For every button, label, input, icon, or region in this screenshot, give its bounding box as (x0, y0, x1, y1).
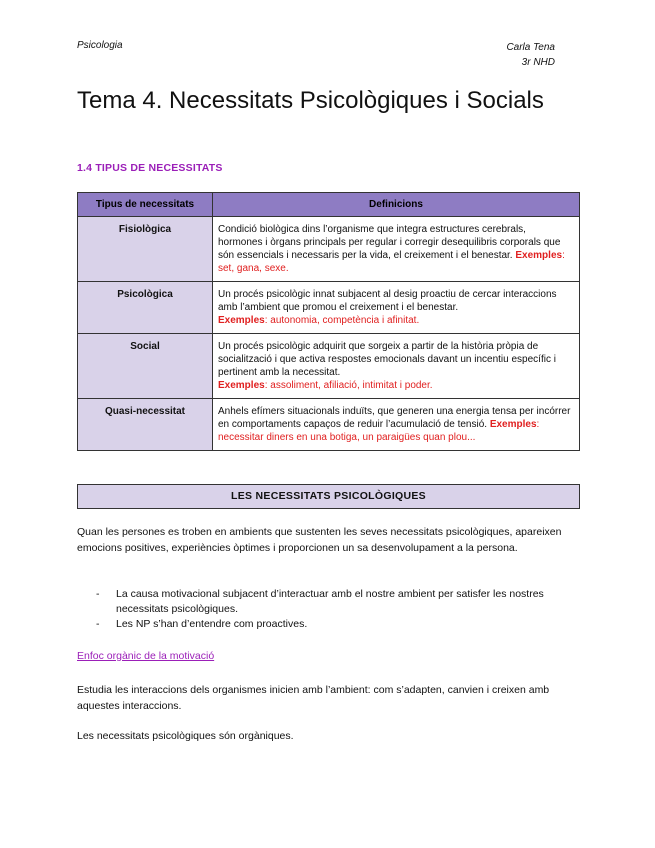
need-definition (213, 217, 580, 282)
examples-text: : assoliment, afiliació, intimitat i poder. (264, 380, 433, 391)
need-definition (213, 334, 580, 399)
definition-text: Anhels efímers situacionals induïts, que generen una energia tensa per incórrer en comportaments capaços de reduir l’acumulació de tensió. (218, 406, 571, 430)
need-type: Psicològica (78, 282, 213, 334)
table-row (78, 217, 580, 282)
table-row (78, 399, 580, 451)
examples-text: : autonomia, competència i afinitat. (264, 315, 420, 326)
paragraph-organic: Les necessitats psicològiques són orgàniques. (77, 730, 294, 742)
need-type: Fisiològica (78, 217, 213, 282)
column-header-definition: Definicions (213, 193, 580, 217)
need-definition (213, 399, 580, 451)
examples-text: : set, gana, sexe. (218, 250, 565, 274)
table-row (78, 282, 580, 334)
examples-label: Exemples (515, 250, 563, 261)
list-item-text: La causa motivacional subjacent d’interactuar amb el nostre ambient per satisfer les nostres necessitats psicològiques. (116, 588, 544, 615)
needs-table (77, 192, 580, 451)
need-type: Quasi-necessitat (78, 399, 213, 451)
header-author: Carla Tena (506, 42, 555, 53)
definition-text: Condició biològica dins l’organisme que integra estructures cerebrals, hormones i òrgans principals per regular i corregir desequilibris corporals que són essencials i necessaris per la vida, el creixement i el benestar. (218, 224, 561, 261)
list-item-text: Les NP s’han d’entendre com proactives. (116, 618, 308, 630)
header-group: 3r NHD (521, 57, 555, 68)
examples-label: Exemples (218, 380, 265, 391)
header-subject: Psicologia (77, 40, 123, 51)
need-definition (213, 282, 580, 334)
examples-label: Exemples (489, 419, 537, 430)
table-header-row (78, 193, 580, 217)
examples-label: Exemples (218, 315, 265, 326)
definition-text: Un procés psicològic innat subjacent al desig proactiu de cercar interaccions amb l’ambient que promou el creixement i el benestar. (218, 289, 557, 313)
table-row (78, 334, 580, 399)
organic-approach-link[interactable]: Enfoc orgànic de la motivació (77, 650, 215, 662)
paragraph-interactions: Estudia les interaccions dels organismes inicien amb l’ambient: com s’adapten, canvien i creixen amb aquestes interaccions. (77, 684, 550, 712)
definition-text: Un procés psicològic adquirit que sorgeix a partir de la història pròpia de socialització i que activa respostes emocionals davant un incentiu específic i pertinent amb la necessitat. (218, 341, 556, 378)
need-type: Social (78, 334, 213, 399)
examples-text: : necessitar diners en una botiga, un paraigües quan plou... (218, 419, 540, 443)
list-item (96, 587, 566, 617)
bullet-marker: - (96, 618, 100, 630)
list-item (96, 617, 566, 632)
bullet-marker: - (96, 588, 100, 600)
page-title: Tema 4. Necessitats Psicològiques i Socials (77, 87, 544, 114)
section-heading: 1.4 TIPUS DE NECESSITATS (77, 162, 223, 174)
bullet-list (96, 587, 566, 632)
paragraph-intro: Quan les persones es troben en ambients que sustenten les seves necessitats psicològiques, apareixen emocions positives, experiències òptimes i proporcionen un sa desenvolupament a la persona. (77, 526, 562, 554)
column-header-type: Tipus de necessitats (78, 193, 213, 217)
header-author-block (506, 40, 555, 70)
section-banner: LES NECESSITATS PSICOLÒGIQUES (77, 484, 580, 509)
